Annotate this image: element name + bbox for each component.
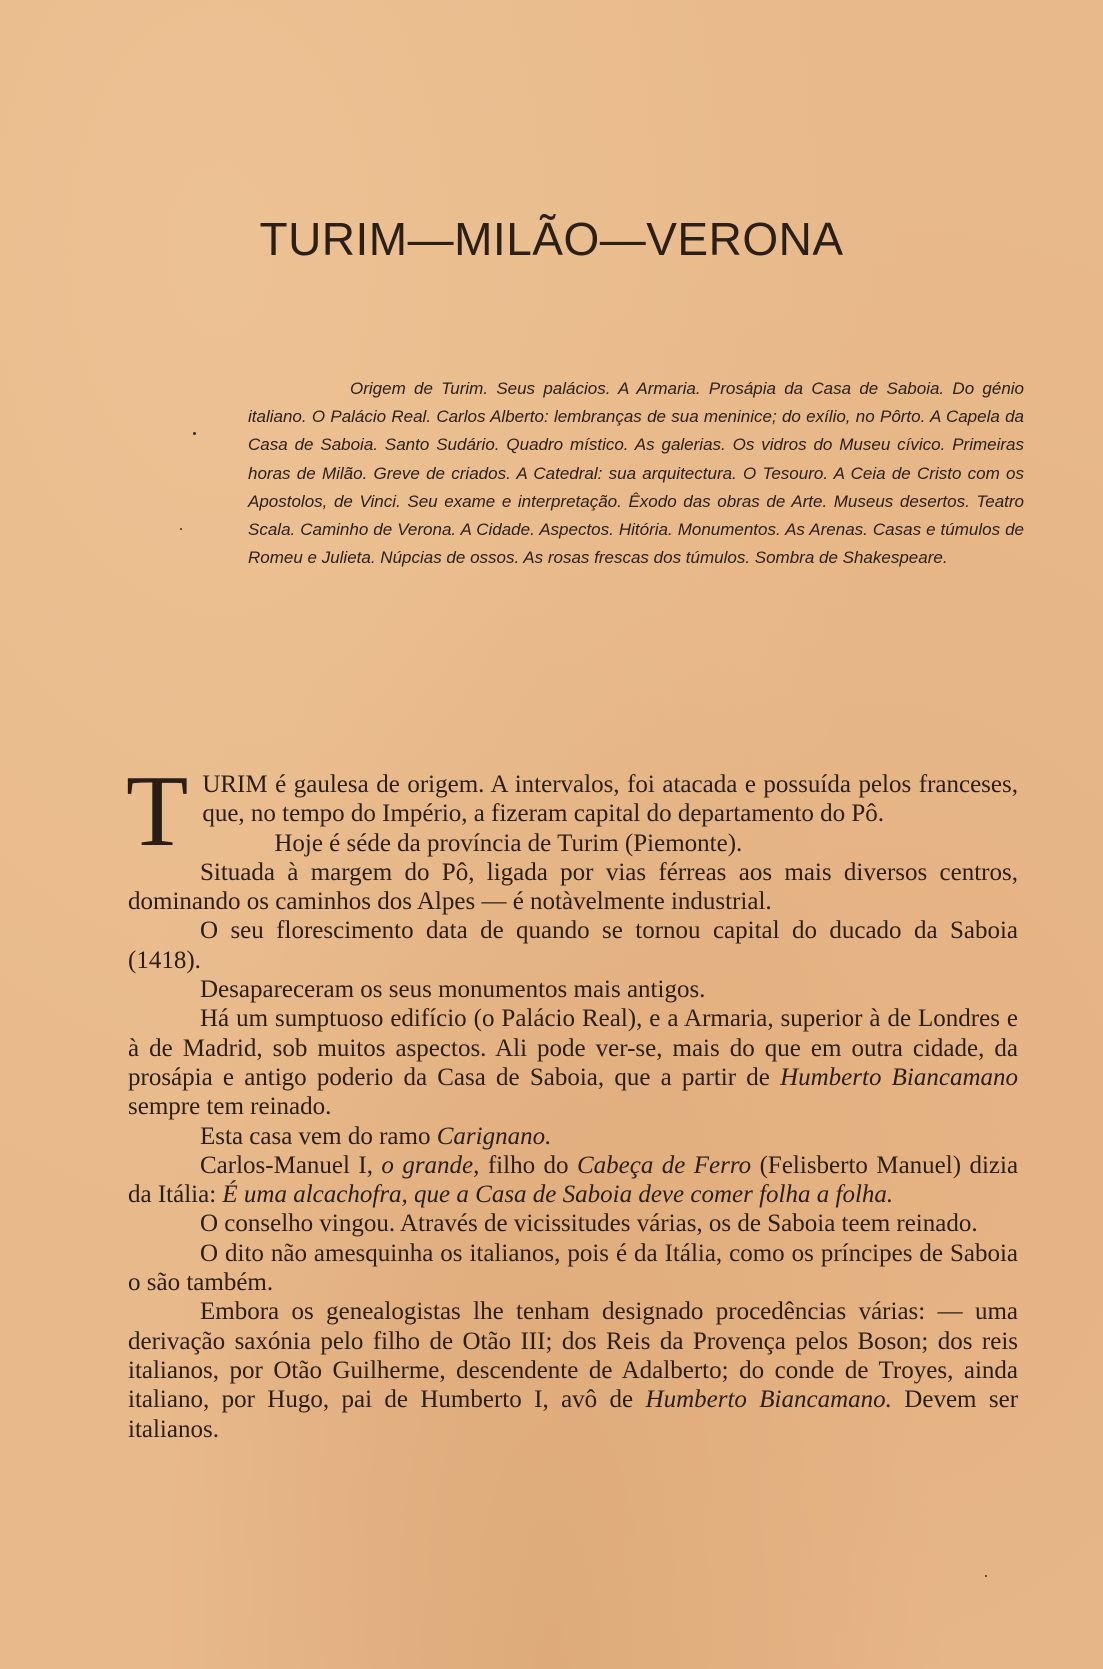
paragraph: O dito não amesquinha os italianos, pois é da Itália, como os príncipes de Saboia o são também. <box>128 1239 1018 1297</box>
chapter-summary <box>248 375 1024 572</box>
paper-speck <box>985 1575 987 1577</box>
emphasis: Carignano. <box>436 1122 552 1150</box>
emphasis: Humberto Biancamano. <box>645 1386 892 1414</box>
paragraph: Embora os genealogistas lhe tenham designado procedências várias: — uma derivação saxónia pelo filho de Otão III; dos Reis da Provença pelos Boson; dos reis italianos, por Otão Guilherme, descendente de Adalberto; do conde de Troyes, ainda italiano, por Hugo, pai de Humberto I, avô de Humberto Biancamano. Devem ser italianos. <box>128 1298 1019 1443</box>
emphasis: Cabeça de Ferro <box>576 1151 752 1179</box>
paragraph: Desapareceram os seus monumentos mais antigos. <box>200 976 706 1004</box>
chapter-title: TURIM—MILÃO—VERONA <box>259 213 844 265</box>
paragraph: O conselho vingou. Através de vicissitudes várias, os de Saboia teem reinado. <box>200 1210 978 1238</box>
paper-speck <box>180 528 182 530</box>
emphasis: o grande, <box>381 1151 480 1179</box>
paragraph: Carlos-Manuel I, o grande, filho do Cabeça de Ferro (Felisberto Manuel) dizia da Itália: É uma alcachofra, que a Casa de Saboia deve comer folha a folha. <box>128 1151 1019 1209</box>
emphasis: Humberto Biancamano <box>780 1063 1019 1091</box>
paragraph: TURIM é gaulesa de origem. A intervalos, foi atacada e possuída pelos franceses, que, no tempo do Império, a fizeram capital do departamento do Pô. <box>126 755 1018 868</box>
paragraph: Esta casa vem do ramo Carignano. <box>200 1122 552 1150</box>
summary-text: Origem de Turim. Seus palácios. A Armaria. Prosápia da Casa de Saboia. Do génio italiano. O Palácio Real. Carlos Alberto: lembranças de sua meninice; do exílio, no Pôrto. A Capela da Casa de Saboia. Santo Sudário. Quadro místico. As galerias. Os vidros do Museu cívico. Primeiras horas de Milão. Greve de criados. A Catedral: sua arquitectura. O Tesouro. A Ceia de Cristo com os Apostolos, de Vinci. Seu exame e interpretação. Êxodo das obras de Arte. Museus desertos. Teatro Scala. Caminho de Verona. A Cidade. Aspectos. Hitória. Monumentos. As Arenas. Casas e túmulos de Romeu e Julieta. Núpcias de ossos. As rosas frescas dos túmulos. Sombra de Shakespeare. <box>248 379 1024 568</box>
paragraph: O seu florescimento data de quando se tornou capital do ducado da Saboia (1418). <box>128 917 1018 974</box>
drop-cap: T <box>126 755 189 868</box>
paragraph: Há um sumptuoso edifício (o Palácio Real), e a Armaria, superior à de Londres e à de Madrid, sob muitos aspectos. Ali pode ver-se, mais do que em outra cidade, da prosápia e antigo poderio da Casa de Saboia, que a partir de Humberto Biancamano sempre tem reinado. <box>128 1005 1019 1121</box>
chapter-body <box>126 755 1019 1444</box>
paragraph: Situada à margem do Pô, ligada por vias férreas aos mais diversos centros, dominando os caminhos dos Alpes — é notàvelmente industrial. <box>128 858 1018 916</box>
paragraph: Hoje é séde da província de Turim (Piemonte). <box>274 829 743 857</box>
emphasis: É uma alcachofra, que a Casa de Saboia deve comer folha a folha. <box>222 1181 894 1209</box>
paper-speck <box>193 432 196 435</box>
